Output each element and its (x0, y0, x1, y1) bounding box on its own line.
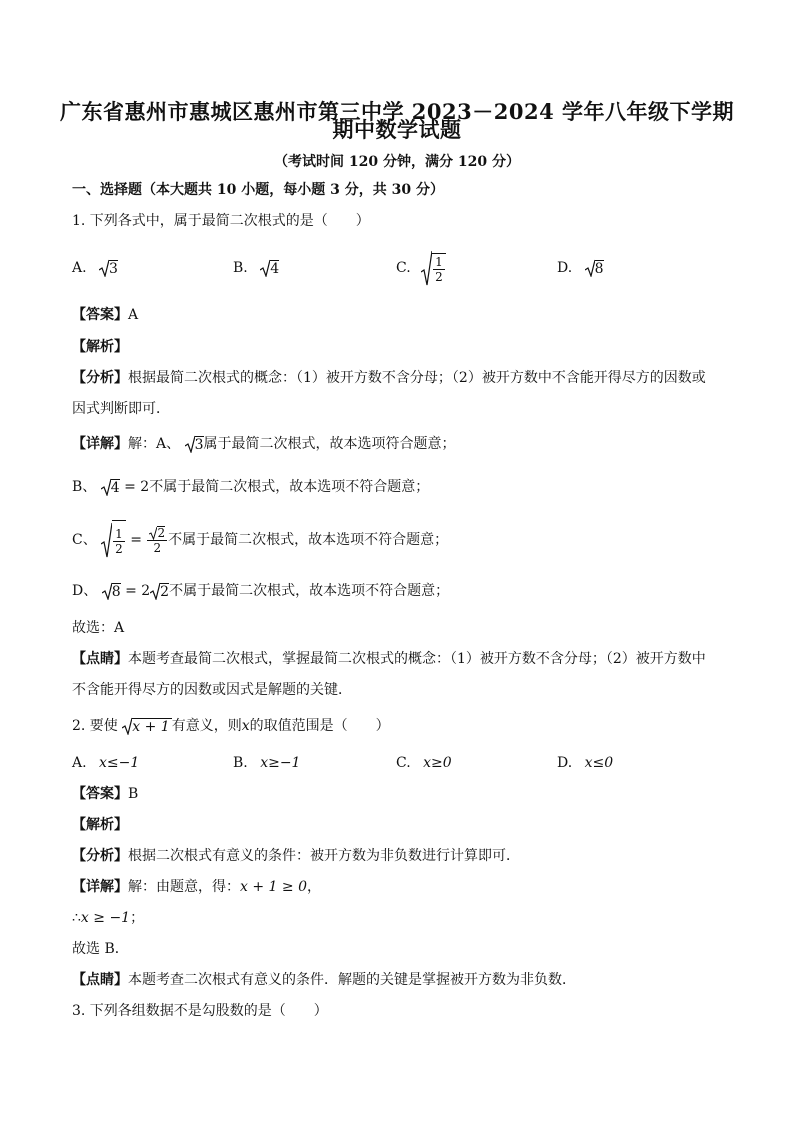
q3-stem: 3. 下列各组数据不是勾股数的是（ ） (72, 1003, 328, 1019)
q2-answer: 【答案】B (72, 786, 139, 802)
q1-analysis-tag: 【解析】 (72, 339, 128, 355)
sqrt-expression: 8 (585, 259, 604, 277)
q1-option-b: B. 4 (233, 260, 280, 277)
radical-sign (421, 250, 432, 286)
sqrt-expression: 4 (101, 478, 120, 496)
q2-dianjing: 【点睛】本题考查二次根式有意义的条件．解题的关键是掌握被开方数为非负数． (72, 972, 576, 988)
radical-sign (102, 582, 112, 600)
q1-option-a: A. 3 (72, 260, 118, 277)
sqrt-expression: 3 (185, 435, 204, 453)
q1-stem: 1. 下列各式中，属于最简二次根式的是（ ） (72, 213, 370, 229)
section-heading: 一、选择题（本大题共 10 小题，每小题 3 分，共 30 分） (72, 182, 444, 198)
q1-xiangjie-a: 【详解】解：A、 3 属于最简二次根式，故本选项符合题意； (72, 436, 456, 453)
radical-sign (149, 526, 157, 540)
q1-xiangjie-d: D、 8 = 2 2 不属于最简二次根式，故本选项不符合题意； (72, 583, 450, 600)
q2-xiangjie-line2: ∴x ≥ −1； (72, 910, 145, 926)
sqrt-fraction (421, 250, 446, 286)
q2-analysis-tag: 【解析】 (72, 817, 128, 833)
radical-sign (185, 435, 195, 453)
sqrt-expression: 2 (150, 582, 169, 600)
sqrt-expression: x + 1 (122, 717, 171, 735)
q1-fenxi-line1: 【分析】根据最简二次根式的概念：（1）被开方数不含分母；（2）被开方数中不含能开得尽方的因数或 (72, 370, 706, 386)
document-title-line1: 广东省惠州市惠城区惠州市第三中学 2023－2024 学年八年级下学期 (59, 99, 734, 124)
q2-xiangjie-line1: 【详解】解：由题意，得：x + 1 ≥ 0， (72, 879, 321, 895)
q1-choose: 故选：A (72, 620, 125, 636)
q2-option-b: B. x≥−1 (233, 755, 301, 771)
sqrt-expression: 4 (260, 259, 279, 277)
radical-sign (122, 717, 132, 735)
q1-fenxi-line2: 因式判断即可． (72, 401, 170, 417)
q2-choose: 故选 B． (72, 941, 129, 957)
radical-sign (101, 478, 111, 496)
q1-xiangjie-b: B、 4 = 2不属于最简二次根式，故本选项不符合题意； (72, 479, 430, 496)
radical-sign (101, 522, 112, 558)
radical-sign (260, 259, 270, 277)
fraction-sqrt2-over-2: $\frac{2}{2}$ (147, 525, 167, 555)
q2-option-c: C. x≥0 (396, 755, 452, 771)
sqrt-fraction (101, 520, 126, 560)
radical-sign (585, 259, 595, 277)
q1-dianjing-line1: 【点睛】本题考查最简二次根式，掌握最简二次根式的概念：（1）被开方数不含分母；（2）被开方数中 (72, 651, 706, 667)
document-title-line2-text: 期中数学试题 (332, 117, 462, 142)
q2-stem: 2. 要使 x + 1 有意义，则x的取值范围是（ ） (72, 718, 390, 735)
fraction: $\frac{1}{2}$ (435, 254, 443, 284)
q1-answer: 【答案】A (72, 307, 139, 323)
sqrt-expression: 8 (102, 582, 121, 600)
radical-sign (99, 259, 109, 277)
fraction: $\frac{1}{2}$ (115, 526, 123, 556)
q1-option-c: C. $\frac{1}{2}$ (396, 250, 446, 286)
exam-info: （考试时间 120 分钟，满分 120 分） (274, 154, 520, 170)
q1-xiangjie-c: C、 $\frac{1}{2}$ = $\frac{2}{2}$ 不属于最简二次根式，故本选项不符合题意； (72, 520, 448, 560)
q2-option-a: A. x≤−1 (72, 755, 140, 771)
radical-sign (150, 582, 160, 600)
q1-dianjing-line2: 不含能开得尽方的因数或因式是解题的关键． (72, 682, 352, 698)
q2-fenxi: 【分析】根据二次根式有意义的条件：被开方数为非负数进行计算即可． (72, 848, 520, 864)
sqrt-expression: 3 (99, 259, 118, 277)
q1-option-d: D. 8 (557, 260, 604, 277)
q2-option-d: D. x≤0 (557, 755, 614, 771)
